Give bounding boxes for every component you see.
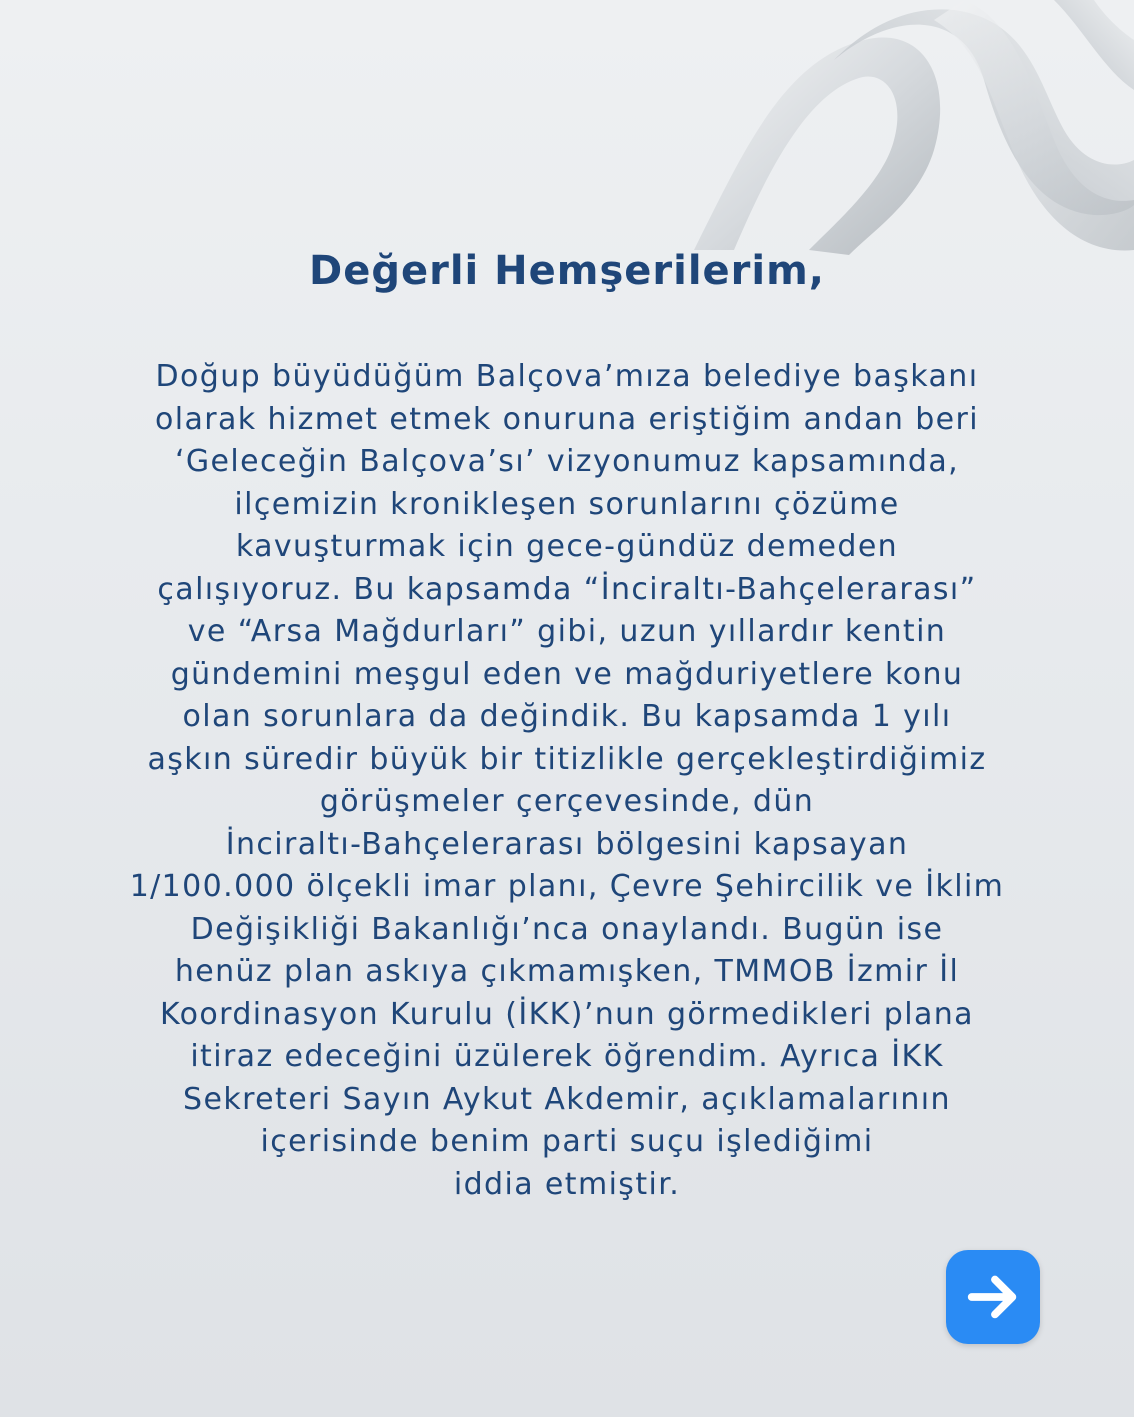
body-line: iddia etmiştir. — [453, 1166, 681, 1202]
body-line: gündemini meşgul eden ve mağduriyetlere konu — [170, 656, 964, 692]
body-line: ve “Arsa Mağdurları” gibi, uzun yıllardır kentin — [187, 614, 947, 649]
body-line: Sekreteri Sayın Aykut Akdemir, açıklamalarının — [183, 1081, 951, 1117]
next-button[interactable] — [946, 1250, 1040, 1344]
body-line: olarak hizmet etmek onuruna eriştiğim andan beri — [155, 401, 979, 437]
body-line: henüz plan askıya çıkmamışken, TMMOB İzmir İl — [174, 954, 960, 989]
body-line: Koordinasyon Kurulu (İKK)’nun görmedikleri plana — [160, 996, 974, 1032]
body-line: aşkın süredir büyük bir titizlikle gerçekleştirdiğimiz — [147, 741, 987, 777]
body-line: Değişikliği Bakanlığı’nca onaylandı. Bugün ise — [190, 911, 944, 947]
body-line: içerisinde benim parti suçu işlediğimi — [260, 1124, 874, 1159]
body-line: 1/100.000 ölçekli imar planı, Çevre Şehircilik ve İklim — [129, 869, 1005, 904]
body-line: olan sorunlara da değindik. Bu kapsamda 1 yılı — [182, 699, 952, 734]
body-line: çalışıyoruz. Bu kapsamda “İnciraltı-Bahçelerarası” — [157, 571, 977, 607]
body-line: İnciraltı-Bahçelerarası bölgesini kapsayan — [225, 826, 909, 862]
body-line: görüşmeler çerçevesinde, dün — [319, 784, 815, 819]
body-line: ilçemizin kronikleşen sorunlarını çözüme — [234, 486, 900, 522]
body-line: kavuşturmak için gece-gündüz demeden — [235, 529, 899, 564]
decorative-ribbon-graphic — [634, 0, 1134, 290]
body-text — [40, 356, 1094, 1206]
body-line: ‘Geleceğin Balçova’sı’ vizyonumuz kapsamında, — [174, 444, 960, 479]
arrow-right-icon — [962, 1266, 1024, 1328]
body-line: Doğup büyüdüğüm Balçova’mıza belediye başkanı — [155, 359, 979, 394]
body-line: itiraz edeceğini üzülerek öğrendim. Ayrıca İKK — [190, 1039, 944, 1074]
page-title: Değerli Hemşerilerim, — [309, 248, 825, 294]
